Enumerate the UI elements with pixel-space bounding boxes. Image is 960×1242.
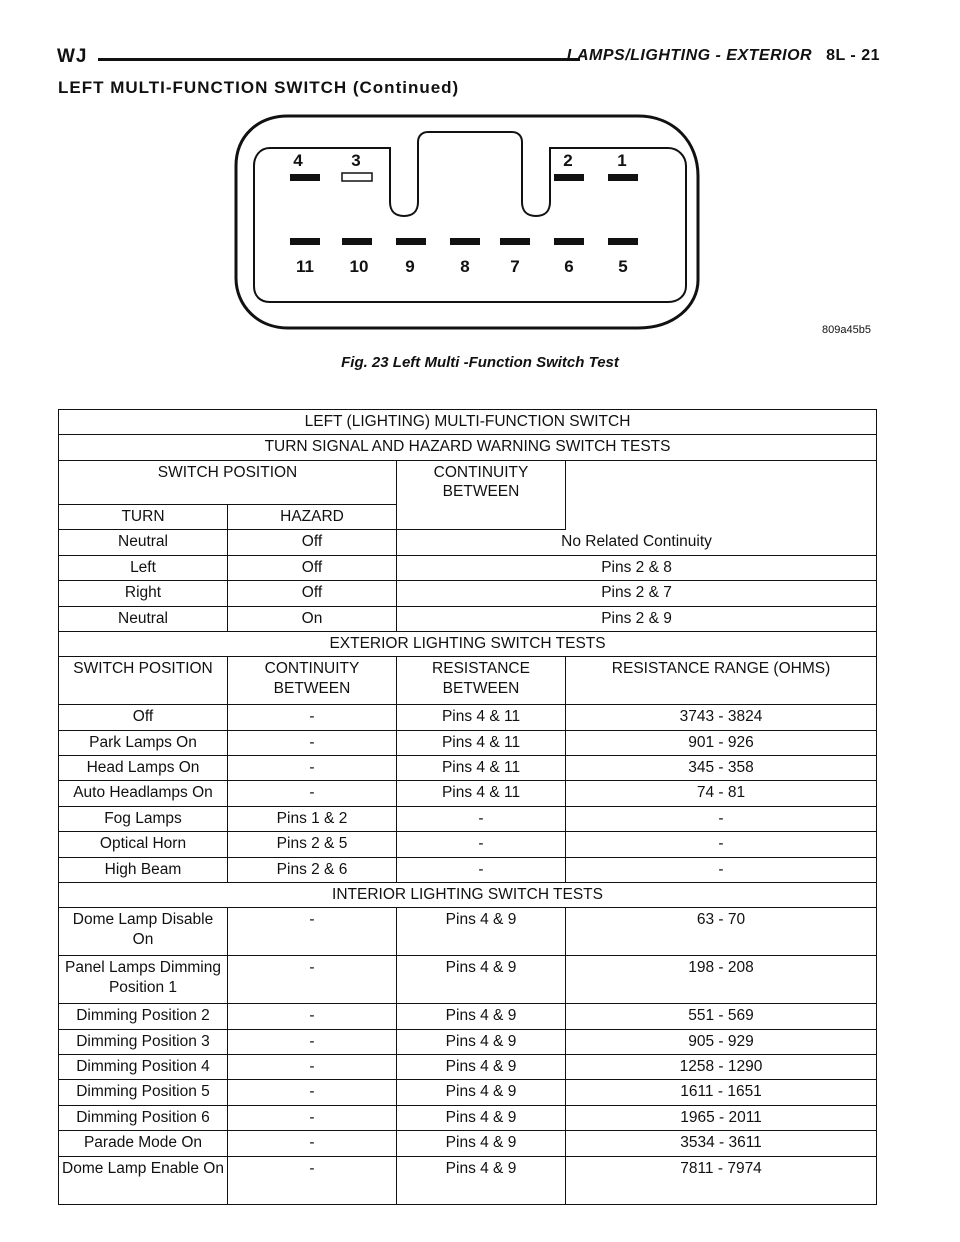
table-row [59,555,877,580]
table-row [59,606,877,631]
pin-label-4: 4 [293,151,303,170]
table-cell: Dimming Position 3 [59,1029,228,1054]
table-cell: - [228,1029,397,1054]
table-title: LEFT (LIGHTING) MULTI-FUNCTION SWITCH [59,410,877,435]
table-row [59,908,877,956]
table-cell: - [228,1080,397,1105]
table-cell: Fog Lamps [59,806,228,831]
pin-label-7: 7 [510,257,520,276]
table-cell: On [228,606,397,631]
table-cell: - [397,806,566,831]
table-cell: 551 - 569 [566,1004,877,1029]
table-row [59,581,877,606]
pin-10 [342,238,372,245]
pin-label-2: 2 [563,151,573,170]
table-cell: Pins 2 & 8 [397,555,877,580]
table-row [59,1131,877,1156]
table-cell: Pins 4 & 9 [397,1080,566,1105]
model-code: WJ [57,46,88,67]
table-cell: No Related Continuity [397,530,877,555]
table-cell: Pins 4 & 9 [397,1105,566,1130]
table-cell: - [228,705,397,730]
table-cell: Dimming Position 6 [59,1105,228,1130]
turn-header-continuity-cont [397,505,566,530]
pin-label-5: 5 [618,257,628,276]
table-cell: 198 - 208 [566,956,877,1004]
turn-header-hazard: HAZARD [228,505,397,530]
table-cell: - [228,1131,397,1156]
table-cell: Neutral [59,530,228,555]
table-title-row [59,410,877,435]
table-row [59,756,877,781]
table-row [59,730,877,755]
figure-caption: Fig. 23 Left Multi -Function Switch Test [341,354,619,371]
table-row [59,832,877,857]
pin-11 [290,238,320,245]
exterior-section-title-row [59,631,877,656]
table-row [59,857,877,882]
turn-section-title-row [59,435,877,460]
switch-test-table [58,409,877,1205]
table-row [59,781,877,806]
table-cell: Dome Lamp Disable On [59,908,228,956]
table-cell: Pins 4 & 9 [397,1055,566,1080]
header-rule [98,58,580,61]
pin-label-6: 6 [564,257,574,276]
table-cell: Dome Lamp Enable On [59,1156,228,1204]
page-header [50,44,880,72]
table-cell: Dimming Position 5 [59,1080,228,1105]
page-number: 8L - 21 [826,47,880,64]
section-heading: LAMPS/LIGHTING - EXTERIOR [566,47,813,64]
table-cell: Pins 4 & 11 [397,756,566,781]
table-cell: - [228,1156,397,1204]
table-cell: Pins 2 & 6 [228,857,397,882]
table-cell: Pins 4 & 9 [397,908,566,956]
table-cell: 74 - 81 [566,781,877,806]
table-cell: 3534 - 3611 [566,1131,877,1156]
table-cell: Head Lamps On [59,756,228,781]
table-cell: - [228,1105,397,1130]
table-row [59,806,877,831]
table-cell: 7811 - 7974 [566,1156,877,1204]
table-cell: Park Lamps On [59,730,228,755]
pin-2 [554,174,584,181]
table-cell: Auto Headlamps On [59,781,228,806]
turn-header-row-1 [59,460,877,504]
column-header: RESISTANCE RANGE (OHMS) [566,657,877,705]
pin-label-3: 3 [351,151,361,170]
table-cell: Parade Mode On [59,1131,228,1156]
turn-header-blank-cont [566,505,877,530]
column-header: SWITCH POSITION [59,657,228,705]
pin-label-1: 1 [617,151,627,170]
table-cell: Pins 2 & 9 [397,606,877,631]
section-title: LEFT MULTI-FUNCTION SWITCH (Continued) [58,78,460,97]
table-row [59,1055,877,1080]
table-cell: 3743 - 3824 [566,705,877,730]
exterior-header-row [59,657,877,705]
table-cell: - [228,956,397,1004]
pin-label-8: 8 [460,257,470,276]
table-row [59,1080,877,1105]
table-cell: - [228,1004,397,1029]
table-cell: Pins 4 & 9 [397,1029,566,1054]
turn-header-blank [566,460,877,504]
connector-figure [228,110,708,335]
table-cell: - [228,756,397,781]
table-cell: - [228,908,397,956]
pin-5 [608,238,638,245]
table-row [59,530,877,555]
table-row [59,1156,877,1204]
table-cell: 345 - 358 [566,756,877,781]
table-cell: Pins 4 & 9 [397,1156,566,1204]
pin-label-9: 9 [405,257,415,276]
table-cell: 1611 - 1651 [566,1080,877,1105]
table-cell: Dimming Position 4 [59,1055,228,1080]
column-header: CONTINUITY BETWEEN [228,657,397,705]
table-cell: - [397,857,566,882]
figure-code: 809a45b5 [822,324,871,336]
table-cell: Panel Lamps Dimming Position 1 [59,956,228,1004]
table-cell: Pins 4 & 9 [397,956,566,1004]
pin-label-11: 11 [296,257,314,276]
interior-section-title: INTERIOR LIGHTING SWITCH TESTS [59,882,877,907]
table-cell: Pins 1 & 2 [228,806,397,831]
table-cell: - [566,857,877,882]
table-cell: Neutral [59,606,228,631]
turn-header-continuity: CONTINUITY BETWEEN [397,460,566,504]
pin-1 [608,174,638,181]
pin-8 [450,238,480,245]
interior-section-title-row [59,882,877,907]
table-cell: Pins 4 & 11 [397,730,566,755]
turn-section-title: TURN SIGNAL AND HAZARD WARNING SWITCH TESTS [59,435,877,460]
table-cell: Dimming Position 2 [59,1004,228,1029]
table-cell: - [228,1055,397,1080]
table-cell: - [228,781,397,806]
table-cell: Pins 2 & 5 [228,832,397,857]
table-cell: Left [59,555,228,580]
table-cell: 63 - 70 [566,908,877,956]
table-cell: Optical Horn [59,832,228,857]
header-right [567,47,880,65]
table-cell: Off [228,581,397,606]
pin-label-10: 10 [349,257,369,276]
table-row [59,1105,877,1130]
table-row [59,1029,877,1054]
table-cell: - [566,832,877,857]
table-cell: 1258 - 1290 [566,1055,877,1080]
table-cell: Pins 2 & 7 [397,581,877,606]
pin-7 [500,238,530,245]
table-cell: - [228,730,397,755]
pin-9 [396,238,426,245]
table-cell: Off [228,530,397,555]
table-cell: Right [59,581,228,606]
table-row [59,956,877,1004]
table-cell: Pins 4 & 11 [397,705,566,730]
table-cell: - [566,806,877,831]
turn-header-turn: TURN [59,505,228,530]
pin-6 [554,238,584,245]
table-cell: Pins 4 & 11 [397,781,566,806]
table-cell: High Beam [59,857,228,882]
connector-diagram [228,110,708,330]
turn-header-switch-position: SWITCH POSITION [59,460,397,504]
table-cell: Pins 4 & 9 [397,1004,566,1029]
table-cell: 905 - 929 [566,1029,877,1054]
pin-3-empty [342,173,372,181]
table-row [59,1004,877,1029]
exterior-section-title: EXTERIOR LIGHTING SWITCH TESTS [59,631,877,656]
table-row [59,705,877,730]
pin-4 [290,174,320,181]
table-cell: Off [228,555,397,580]
column-header: RESISTANCE BETWEEN [397,657,566,705]
table-cell: Pins 4 & 9 [397,1131,566,1156]
table-cell: - [397,832,566,857]
table-cell: 901 - 926 [566,730,877,755]
turn-header-row-2 [59,505,877,530]
table-cell: Off [59,705,228,730]
table-cell: 1965 - 2011 [566,1105,877,1130]
